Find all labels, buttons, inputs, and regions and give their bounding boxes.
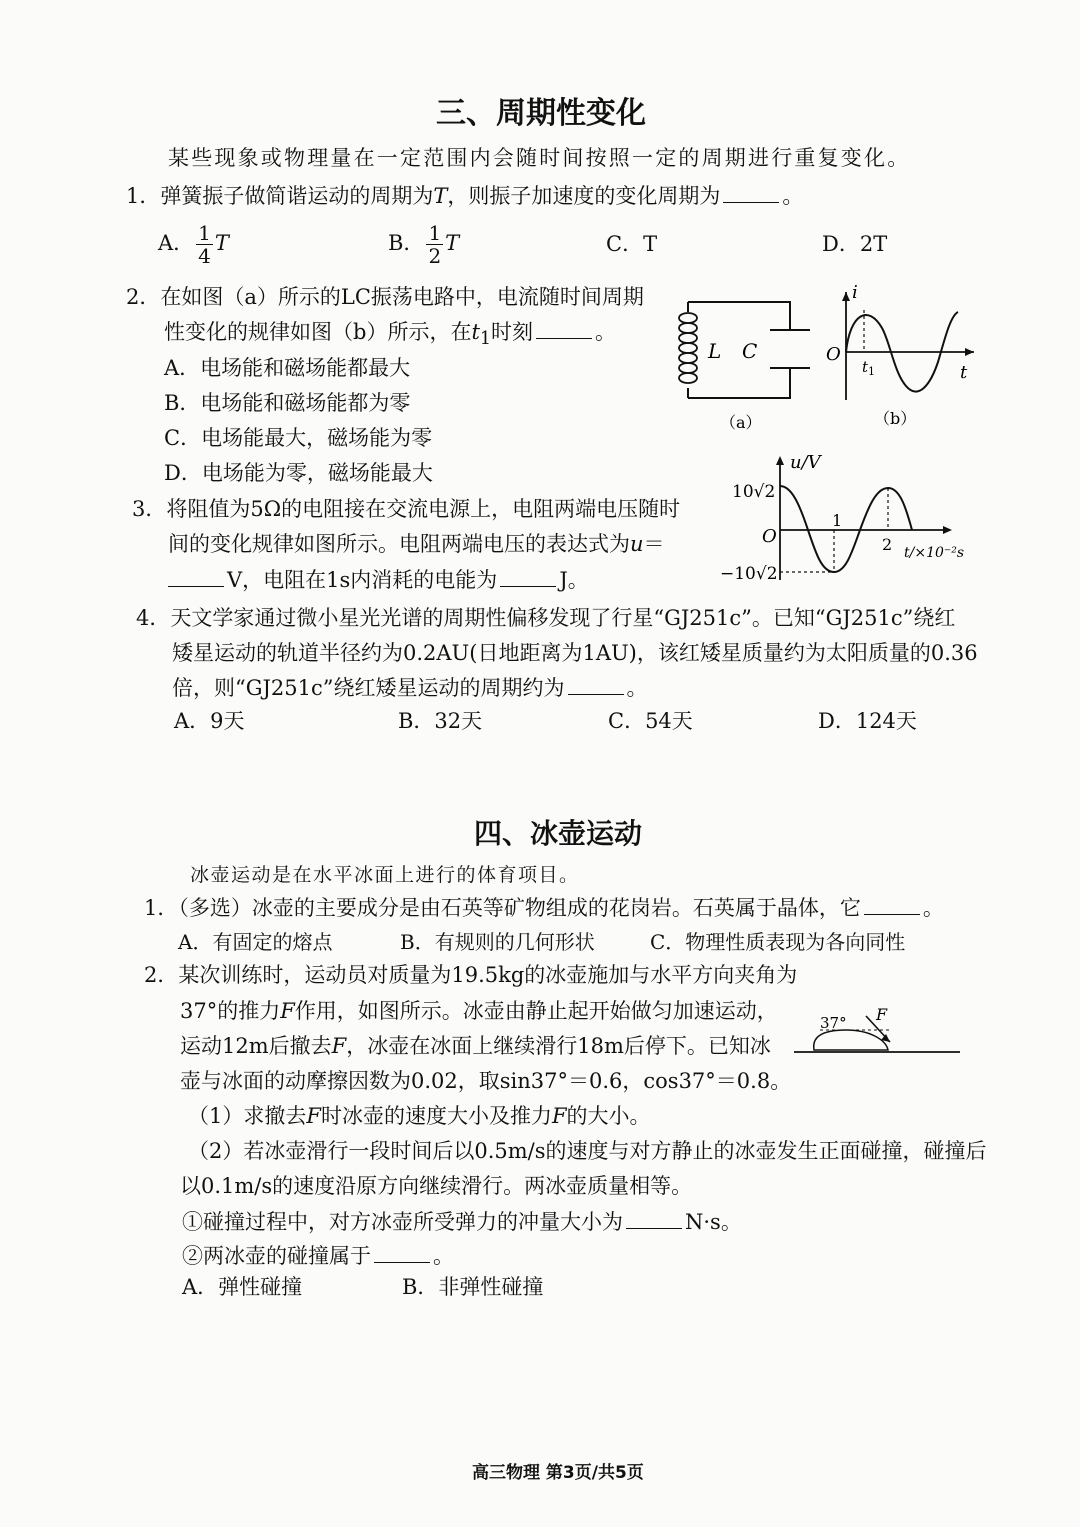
section3-intro: 某些现象或物理量在一定范围内会随时间按照一定的周期进行重复变化。 — [168, 146, 911, 170]
s3-q4-option-d: D．124天 — [818, 709, 917, 733]
question-number: 1． — [126, 184, 161, 208]
page-footer: 高三物理 第3页/共5页 — [472, 1463, 644, 1483]
inductor-label: L — [708, 339, 722, 363]
curling-stone-diagram — [790, 1000, 962, 1062]
y-arrow-icon — [842, 292, 850, 301]
question-text: 在如图（a）所示的LC振荡电路中，电流随时间周期 — [160, 285, 644, 309]
answer-blank — [500, 585, 556, 587]
t1-label: $t_1$ — [862, 358, 876, 378]
symbol: F — [551, 1104, 567, 1128]
symbol: T — [433, 184, 448, 208]
force-label: F — [876, 1005, 888, 1024]
question-end: 。 — [433, 1244, 454, 1268]
question-text: V，电阻在1s内消耗的电能为 — [227, 568, 498, 592]
figure-b-caption: （b） — [874, 409, 917, 428]
answer-blank — [168, 585, 224, 587]
fraction-denominator: 2 — [428, 244, 442, 268]
answer-blank — [626, 1227, 682, 1229]
question-text: ，冰壶在冰面上继续滑行18m后停下。已知冰 — [346, 1034, 771, 1058]
y-arrow-icon — [776, 456, 784, 465]
inductor-coil — [679, 313, 697, 383]
symbol: F — [331, 1034, 347, 1058]
x-tick-2: 2 — [882, 535, 893, 554]
question-text: （1）求撤去 — [188, 1104, 307, 1128]
axis-label-t: t — [960, 362, 968, 383]
question-text: 37°的推力 — [180, 999, 281, 1023]
origin-label: O — [826, 344, 841, 365]
figure-a-caption: （a） — [720, 413, 762, 432]
s4-q2-item-2 — [182, 1241, 454, 1271]
answer-blank — [864, 913, 920, 915]
current-time-graph — [820, 282, 980, 434]
section3-title: 三、周期性变化 — [436, 96, 646, 131]
question-text: 运动12m后撤去 — [180, 1034, 332, 1058]
s3-q4-option-a: A．9天 — [174, 709, 245, 733]
question-text: ，则振子加速度的变化周期为 — [447, 184, 721, 208]
question-text: 某次训练时，运动员对质量为19.5kg的冰壶施加与水平方向夹角为 — [178, 963, 798, 987]
section4-intro: 冰壶运动是在水平冰面上进行的体育项目。 — [190, 864, 580, 886]
s4-q2-subquestion-2-line1: （2）若冰壶滑行一段时间后以0.5m/s的速度与对方静止的冰壶发生正面碰撞，碰撞后 — [188, 1139, 987, 1163]
x-arrow-icon — [965, 348, 974, 356]
question-end: 。 — [782, 184, 804, 208]
symbol: t — [471, 320, 480, 344]
question-text: 倍，则“GJ251c”绕红矮星运动的周期约为 — [172, 676, 565, 700]
s4-question-2-line3 — [180, 1031, 771, 1061]
capacitor-label: C — [742, 339, 758, 363]
s3-question-4-line3 — [172, 673, 648, 703]
question-text: J。 — [559, 568, 589, 592]
s3-q2-option-b: B．电场能和磁场能都为零 — [164, 391, 411, 415]
question-text: 性变化的规律如图（b）所示，在 — [164, 320, 472, 344]
s3-q4-option-b: B．32天 — [398, 709, 483, 733]
question-text: ②两冰壶的碰撞属于 — [182, 1244, 371, 1268]
answer-blank — [536, 337, 592, 339]
s3-question-3-line2 — [168, 529, 665, 559]
subscript: 1 — [479, 329, 492, 350]
axis-label-u: u/V — [790, 452, 821, 473]
x-tick-1: 1 — [832, 511, 843, 530]
fraction — [426, 222, 443, 267]
answer-blank — [723, 201, 779, 203]
answer-blank — [568, 693, 624, 695]
fraction-denominator: 4 — [198, 244, 211, 268]
equals-sign: ＝ — [643, 532, 665, 556]
s3-q2-option-c: C．电场能最大，磁场能为零 — [164, 426, 433, 450]
fraction — [196, 222, 213, 267]
s4-question-2-line2 — [180, 996, 778, 1026]
question-number: 4． — [136, 606, 171, 630]
question-end: 。 — [595, 320, 617, 344]
question-end: 。 — [626, 676, 648, 700]
answer-blank — [374, 1261, 430, 1263]
axis-label-t: t/×10⁻²s — [904, 545, 965, 561]
origin-label: O — [762, 526, 777, 547]
s3-q2-option-d: D．电场能为零，磁场能最大 — [164, 461, 433, 485]
question-number: 1． — [144, 896, 179, 920]
question-text: 间的变化规律如图所示。电阻两端电压的表达式为 — [168, 532, 630, 556]
s3-q1-option-d: D．2T — [822, 232, 888, 256]
s3-q2-option-a: A．电场能和磁场能都最大 — [164, 356, 411, 380]
s4-q1-option-b: B．有规则的几何形状 — [400, 930, 595, 954]
fraction-numerator: 1 — [428, 221, 442, 245]
s3-q1-option-a — [158, 222, 229, 267]
s3-question-3-line3 — [168, 565, 589, 595]
s4-q2-item-1 — [182, 1207, 742, 1237]
symbol: u — [630, 532, 644, 556]
s4-question-2-line4: 壶与冰面的动摩擦因数为0.02，取sin37°＝0.6，cos37°＝0.8。 — [180, 1069, 792, 1093]
s4-q2-subquestion-1 — [188, 1101, 651, 1131]
s4-q2-option-a: A．弹性碰撞 — [182, 1275, 303, 1299]
voltage-curve — [780, 486, 912, 572]
s3-q1-option-c: C．T — [606, 232, 658, 256]
curling-stone — [814, 1030, 888, 1050]
ymin-label: −10√2 — [720, 564, 778, 584]
s3-question-3-line1 — [132, 494, 680, 524]
s3-q4-option-c: C．54天 — [608, 709, 693, 733]
question-number: 3． — [132, 497, 167, 521]
question-end: 。 — [922, 896, 944, 920]
axis-label-i: i — [852, 282, 858, 303]
option-label: A． — [158, 231, 195, 255]
section4-title: 四、冰壶运动 — [474, 817, 643, 850]
s4-question-2-line1 — [144, 960, 797, 990]
symbol: T — [445, 231, 460, 255]
unit-text: N·s。 — [685, 1210, 742, 1234]
question-text: 的大小。 — [566, 1104, 651, 1128]
s3-question-4-line2: 矮星运动的轨道半径约为0.2AU(日地距离为1AU)，该红矮星质量约为太阳质量的0.36 — [172, 641, 978, 665]
s3-question-2-line1 — [126, 282, 644, 312]
angle-label: 37° — [820, 1014, 847, 1032]
question-text: （多选）冰壶的主要成分是由石英等矿物组成的花岗岩。石英属于晶体，它 — [178, 896, 861, 920]
question-number: 2． — [126, 285, 161, 309]
s3-question-2-line2 — [164, 317, 616, 354]
s4-q2-subquestion-2-line2: 以0.1m/s的速度沿原方向继续滑行。两冰壶质量相等。 — [180, 1174, 693, 1198]
lc-circuit-diagram — [670, 288, 810, 434]
question-text: 将阻值为5Ω的电阻接在交流电源上，电阻两端电压随时 — [166, 497, 681, 521]
ymax-label: 10√2 — [732, 482, 776, 502]
question-text: 时刻 — [491, 320, 534, 344]
symbol: F — [306, 1104, 321, 1128]
s3-question-4-line1 — [136, 603, 955, 633]
question-text: 作用，如图所示。冰壶由静止起开始做匀加速运动， — [294, 999, 778, 1023]
s4-q1-option-c: C．物理性质表现为各向同性 — [650, 930, 906, 954]
voltage-time-graph — [718, 446, 996, 588]
x-arrow-icon — [943, 526, 952, 534]
question-number: 2． — [144, 963, 179, 987]
question-text: 时冰壶的速度大小及推力 — [320, 1104, 552, 1128]
s4-q1-option-a: A．有固定的熔点 — [178, 930, 333, 954]
s3-question-1 — [126, 181, 803, 211]
symbol: F — [280, 999, 295, 1023]
question-text: ①碰撞过程中，对方冰壶所受弹力的冲量大小为 — [182, 1210, 623, 1234]
s4-q2-option-b: B．非弹性碰撞 — [402, 1275, 544, 1299]
option-label: B． — [388, 231, 425, 255]
question-text: 弹簧振子做简谐运动的周期为 — [160, 184, 434, 208]
question-text: 天文学家通过微小星光光谱的周期性偏移发现了行星“GJ251c”。已知“GJ251c”绕红 — [170, 606, 956, 630]
fraction-numerator: 1 — [198, 221, 211, 245]
s4-question-1 — [144, 893, 944, 923]
symbol: T — [214, 231, 229, 255]
s3-q1-option-b — [388, 222, 459, 267]
